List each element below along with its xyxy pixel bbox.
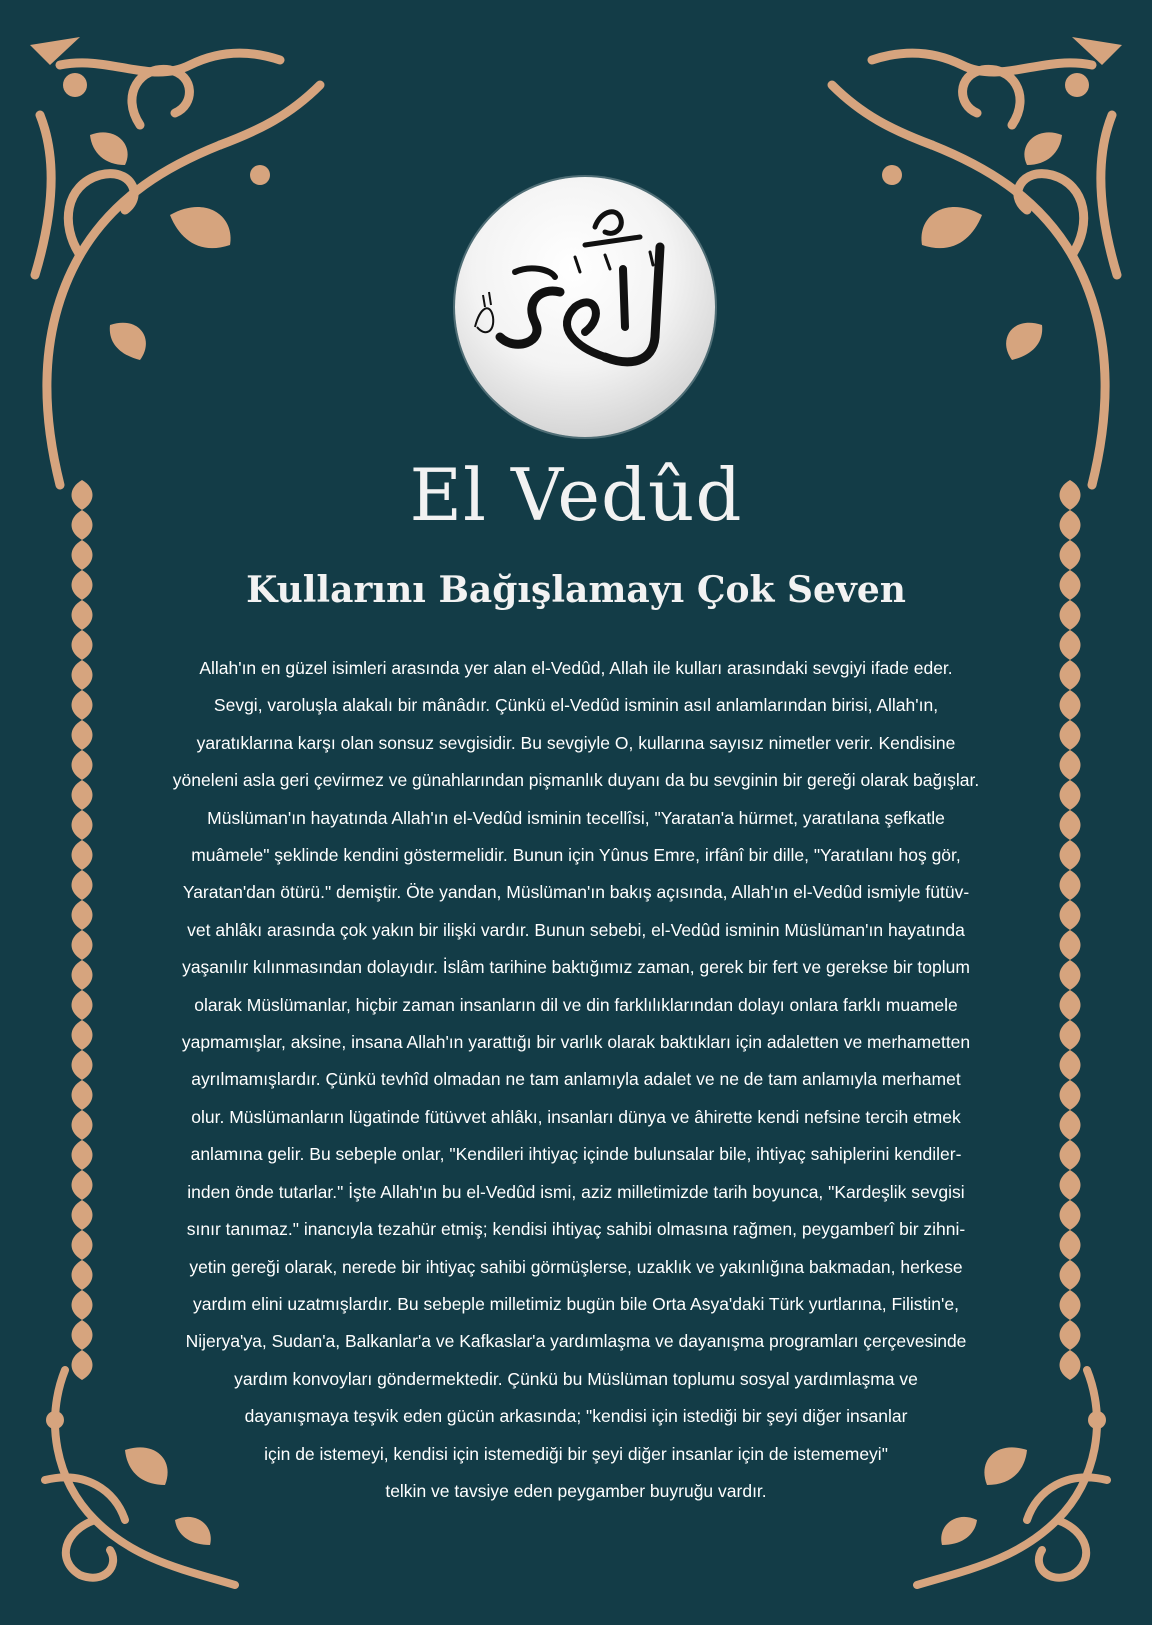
rope-link bbox=[1060, 900, 1081, 930]
body-line: inden önde tutarlar." İşte Allah'ın bu el-Vedûd ismi, aziz milletimizde tarih boyunca, "Kardeşlik sevgisi bbox=[187, 1181, 965, 1202]
page-title: El Vedûd bbox=[409, 453, 743, 537]
rope-link bbox=[72, 780, 93, 810]
rope-link bbox=[72, 720, 93, 750]
rope-link bbox=[1060, 990, 1081, 1020]
rope-link bbox=[1060, 690, 1081, 720]
rope-link bbox=[72, 1170, 93, 1200]
rope-link bbox=[72, 1200, 93, 1230]
corner-ornament-top-right bbox=[802, 25, 1132, 495]
rope-link bbox=[72, 1140, 93, 1170]
rope-link bbox=[72, 1290, 93, 1320]
rope-link bbox=[72, 1110, 93, 1140]
body-line: Yaratan'dan ötürü." demiştir. Öte yandan, Müslüman'ın bakış açısında, Allah'ın el-Vedûd ismiyle fütüv- bbox=[182, 882, 970, 903]
body-line: yardım konvoyları göndermektedir. Çünkü bu Müslüman toplumu sosyal yardımlaşma ve bbox=[234, 1368, 918, 1389]
body-line: ayrılmamışlardır. Çünkü tevhîd olmadan ne tam anlamıyla adalet ve ne de tam anlamıyla merhamet bbox=[191, 1069, 961, 1090]
rope-link bbox=[72, 540, 93, 570]
rope-link bbox=[72, 1350, 93, 1380]
rope-link bbox=[1060, 1140, 1081, 1170]
corner-ornament-top-left bbox=[20, 25, 350, 495]
rope-link bbox=[1060, 540, 1081, 570]
body-line: anlamına gelir. Bu sebeple onlar, "Kendileri ihtiyaç içinde bulunsalar bile, ihtiyaç sahiplerini kendiler- bbox=[190, 1144, 962, 1165]
rope-link bbox=[1060, 1260, 1081, 1290]
rope-link bbox=[72, 930, 93, 960]
rope-link bbox=[1060, 1080, 1081, 1110]
body-line: telkin ve tavsiye eden peygamber buyruğu vardır. bbox=[385, 1480, 767, 1501]
body-line: olur. Müslümanların lügatinde fütüvvet ahlâkı, insanları dünya ve âhirette kendi nefsine tercih etmek bbox=[191, 1106, 961, 1127]
body-line: vet ahlâkı arasında çok yakın bir ilişki vardır. Bunun sebebi, el-Vedûd isminin Müslüman'ın hayatında bbox=[187, 919, 965, 940]
rope-link bbox=[72, 900, 93, 930]
rope-link bbox=[72, 1020, 93, 1050]
rope-link bbox=[72, 990, 93, 1020]
rope-link bbox=[1060, 1350, 1081, 1380]
body-line: yapmamışlar, aksine, insana Allah'ın yarattığı bir varlık olarak baktıkları için adaletten ve merhametten bbox=[181, 1032, 971, 1053]
rope-link bbox=[72, 660, 93, 690]
body-line: dayanışmaya teşvik eden gücün arkasında; "kendisi için istediği bir şeyi diğer insanlar bbox=[244, 1406, 908, 1427]
body-line: yaşanılır kılınmasından dolayıdır. İslâm tarihine baktığımız zaman, gerek bir fert ve gerekse bir toplum bbox=[182, 957, 970, 978]
body-paragraph bbox=[135, 650, 1017, 1510]
rope-link bbox=[72, 630, 93, 660]
rope-link bbox=[1060, 840, 1081, 870]
rope-link bbox=[1060, 750, 1081, 780]
rope-link bbox=[1060, 1170, 1081, 1200]
side-border-right bbox=[1050, 480, 1090, 1380]
body-line: yöneleni asla geri çevirmez ve günahlarından pişmanlık duyanı da bu sevginin bir gereği olarak bağışlar. bbox=[172, 770, 980, 791]
rope-link bbox=[1060, 1320, 1081, 1350]
rope-link bbox=[1060, 720, 1081, 750]
rope-link bbox=[72, 750, 93, 780]
rope-link bbox=[72, 1080, 93, 1110]
rope-link bbox=[1060, 1050, 1081, 1080]
side-border-left bbox=[62, 480, 102, 1380]
page-subtitle: Kullarını Bağışlamayı Çok Seven bbox=[246, 569, 906, 611]
rope-link bbox=[1060, 1230, 1081, 1260]
rope-link bbox=[1060, 780, 1081, 810]
honorific-mark bbox=[475, 292, 493, 332]
body-line: yaratıklarına karşı olan sonsuz sevgisidir. Bu sevgiyle O, kullarına sayısız nimetler verir. Kendisine bbox=[196, 732, 956, 753]
body-line: muâmele" şeklinde kendini göstermelidir. Bunun için Yûnus Emre, irfânî bir dille, "Yaratılanı hoş gör, bbox=[191, 845, 961, 866]
rope-link bbox=[72, 960, 93, 990]
rope-link bbox=[72, 1260, 93, 1290]
rope-link bbox=[72, 1320, 93, 1350]
rope-link bbox=[1060, 1200, 1081, 1230]
rope-link bbox=[1060, 1020, 1081, 1050]
rope-link bbox=[72, 690, 93, 720]
rope-link bbox=[1060, 810, 1081, 840]
body-line: yetin gereği olarak, nerede bir ihtiyaç sahibi görmüşlerse, uzaklık ve yakınlığına bakmadan, herkese bbox=[189, 1256, 963, 1277]
rope-link bbox=[72, 1050, 93, 1080]
body-line: yardım elini uzatmışlardır. Bu sebeple milletimiz bugün bile Orta Asya'daki Türk yurtlarına, Filistin'e, bbox=[193, 1293, 959, 1314]
rope-link bbox=[1060, 930, 1081, 960]
body-line: Müslüman'ın hayatında Allah'ın el-Vedûd isminin tecellîsi, "Yaratan'a hürmet, yaratılana şefkatle bbox=[207, 807, 945, 828]
rope-link bbox=[1060, 660, 1081, 690]
body-line: olarak Müslümanlar, hiçbir zaman insanların dil ve din farklılıklarından dolayı onlara farklı muamele bbox=[194, 994, 958, 1015]
rope-link bbox=[1060, 1290, 1081, 1320]
rope-link bbox=[1060, 870, 1081, 900]
rope-link bbox=[1060, 1110, 1081, 1140]
rope-link bbox=[72, 870, 93, 900]
rope-link bbox=[1060, 630, 1081, 660]
al-wadud-calligraphy bbox=[455, 177, 715, 437]
rope-link bbox=[72, 1230, 93, 1260]
body-line: sınır tanımaz." inancıyla tezahür etmiş; kendisi ihtiyaç sahibi olmasına rağmen, peygamberî bir zihni- bbox=[186, 1219, 966, 1240]
rope-link bbox=[72, 810, 93, 840]
body-line: Nijerya'ya, Sudan'a, Balkanlar'a ve Kafkaslar'a yardımlaşma ve dayanışma programları çerçevesinde bbox=[185, 1331, 967, 1352]
rope-link bbox=[1060, 960, 1081, 990]
rope-link bbox=[72, 840, 93, 870]
body-line: Allah'ın en güzel isimleri arasında yer alan el-Vedûd, Allah ile kulları arasındaki sevgiyi ifade eder. bbox=[199, 658, 953, 678]
body-line: için de istemeyi, kendisi için istemediği bir şeyi diğer insanlar için de istememeyi" bbox=[264, 1443, 888, 1464]
body-line: Sevgi, varoluşla alakalı bir mânâdır. Çünkü el-Vedûd isminin asıl anlamlarından birisi, Allah'ın, bbox=[213, 695, 939, 716]
calligraphy-emblem bbox=[455, 177, 715, 437]
